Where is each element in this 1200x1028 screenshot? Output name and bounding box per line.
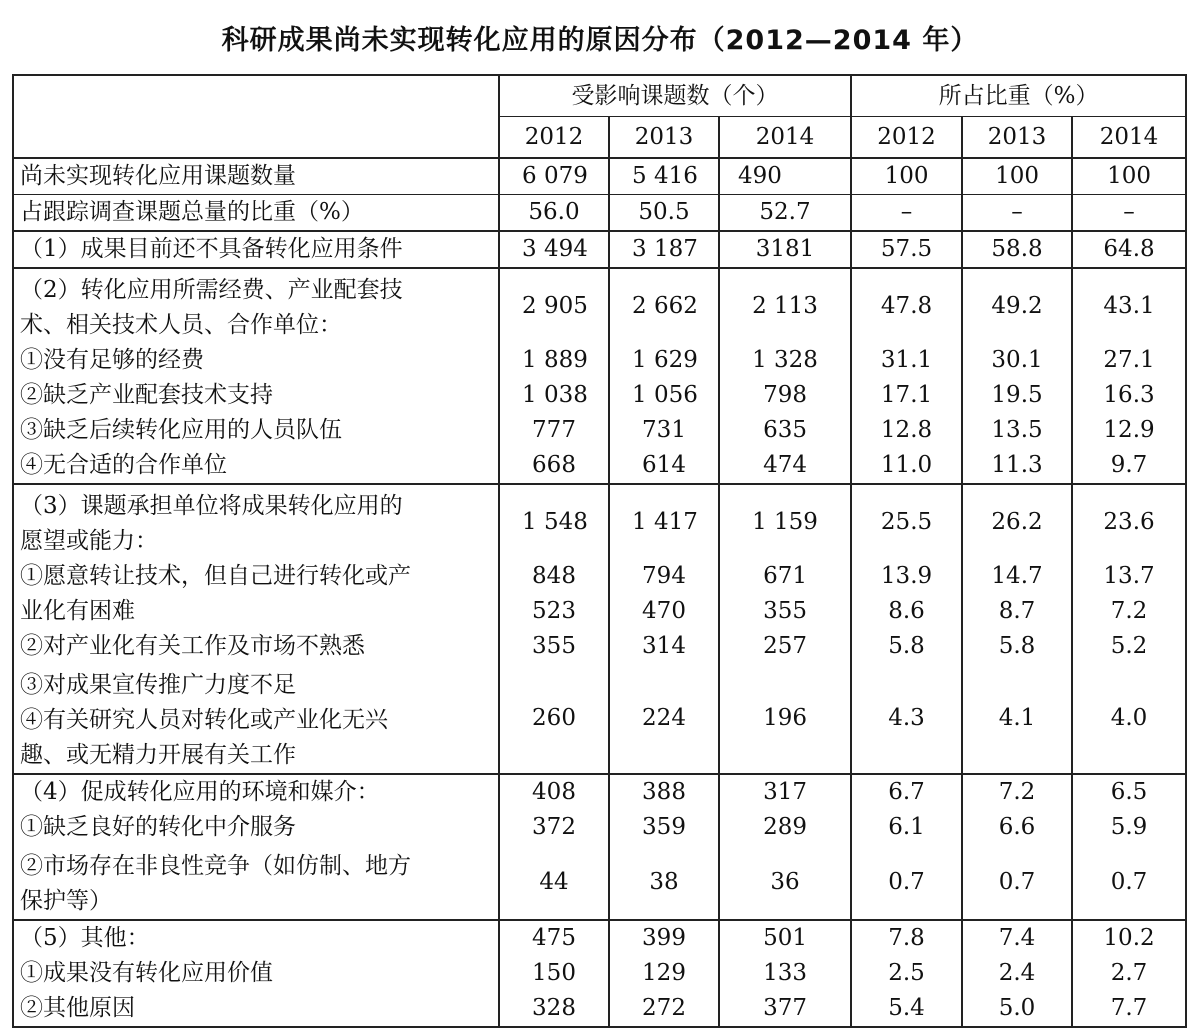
table-cell: 7.8 [851,920,962,956]
header-year: 2014 [1099,124,1159,150]
table-cell: 26.2 [962,484,1072,559]
row-label-line: ①没有足够的经费 [20,347,204,373]
table-cell: 12.9 [1103,417,1155,443]
table-cell: 4.0 [1110,705,1148,731]
table-cell: – [851,195,962,232]
row-label [13,195,499,232]
table-cell: 3 187 [609,231,719,268]
row-label [13,559,499,594]
table-row [13,448,1186,484]
table-cell: 7.4 [962,920,1072,956]
table-cell: 58.8 [962,231,1072,268]
table-cell: 355 [719,594,851,629]
table-cell: 2.4 [962,956,1072,991]
table-cell: 2 905 [499,268,609,343]
table-cell: 43.1 [1072,268,1186,343]
table-cell: 5.4 [851,991,962,1027]
table-cell: 257 [719,629,851,664]
table-cell: 314 [609,629,719,664]
table-cell: 317 [719,774,851,810]
table-cell: 848 [499,559,609,594]
table-cell: 5 416 [609,158,719,195]
row-label [13,484,499,559]
table-cell: 64.8 [1072,231,1186,268]
table-cell: 474 [719,448,851,484]
table-cell: 5.0 [962,991,1072,1027]
row-label-line: ①成果没有转化应用价值 [20,960,273,986]
table-cell: 388 [609,774,719,810]
table-cell: 38 [609,845,719,920]
row-label [13,594,499,629]
row-label-line: 尚未实现转化应用课题数量 [20,163,296,189]
table-cell: 8.6 [851,594,962,629]
header-year: 2013 [962,117,1072,159]
table-cell: 668 [499,448,609,484]
table-cell: 0.7 [1110,868,1148,895]
table-cell: 1 417 [609,484,719,559]
row-label-line: （3）课题承担单位将成果转化应用的 [20,493,403,519]
table-row [13,268,1186,343]
table-cell: 14.7 [962,559,1072,594]
table-cell: 196 [719,664,851,774]
table-cell: 377 [719,991,851,1027]
row-label-line: 占跟踪调查课题总量的比重（%） [20,199,364,225]
table-cell: 1 328 [719,343,851,378]
table-cell: 5.8 [962,629,1072,664]
table-cell: 19.5 [962,378,1072,413]
table-cell: 475 [499,920,609,956]
row-label-line: ②其他原因 [20,995,135,1021]
table-cell: 7.2 [1110,598,1148,624]
table-cell: 408 [499,774,609,810]
table-cell: 7.2 [962,774,1072,810]
table-cell: 13.5 [962,413,1072,448]
table-row [13,484,1186,559]
row-label-line: ②对产业化有关工作及市场不熟悉 [20,633,365,659]
header-year: 2014 [719,117,851,159]
table-cell: 7.7 [1072,991,1186,1027]
row-label [13,845,499,920]
table-cell: 372 [499,810,609,845]
row-label [13,343,499,378]
table-row [13,594,1186,629]
table-cell: 2.7 [1110,960,1148,986]
table-cell: – [1072,195,1186,232]
table-row [13,158,1186,195]
table-cell: 36 [719,845,851,920]
table-cell: 6 079 [499,158,609,195]
table-cell: 1 889 [499,343,609,378]
table-cell: 52.7 [719,195,851,232]
table-cell: 47.8 [851,268,962,343]
table-cell: 27.1 [1103,347,1155,373]
header-year: 2012 [851,117,962,159]
table-cell: 3 494 [499,231,609,268]
table-cell: 671 [719,559,851,594]
table-cell: 355 [499,629,609,664]
table-cell: 23.6 [1072,484,1186,559]
table-cell: 6.1 [851,810,962,845]
table-cell: 272 [609,991,719,1027]
row-label-line: ③缺乏后续转化应用的人员队伍 [20,417,342,443]
table-cell: 25.5 [851,484,962,559]
table-row [13,664,1186,774]
table-cell: 31.1 [851,343,962,378]
table-cell: 328 [499,991,609,1027]
table-title: 科研成果尚未实现转化应用的原因分布（2012—2014 年） [221,25,979,56]
table-cell: 798 [719,378,851,413]
table-cell: 5.8 [851,629,962,664]
row-label-line: （5）其他： [20,925,150,951]
row-label [13,268,499,343]
table-cell: 150 [499,956,609,991]
table-cell: 11.3 [962,448,1072,484]
table-row [13,956,1186,991]
row-label-line: ③对成果宣传推广力度不足 [20,672,296,698]
row-label-line: （1）成果目前还不具备转化应用条件 [20,236,403,262]
row-label [13,810,499,845]
table-cell: 4.1 [962,664,1072,774]
table-cell: 13.9 [851,559,962,594]
table-cell: 0.7 [962,845,1072,920]
row-label-line: 业化有困难 [20,598,135,624]
row-label [13,774,499,810]
table-cell: 399 [609,920,719,956]
table-cell: 56.0 [499,195,609,232]
row-label-line: 趣、或无精力开展有关工作 [20,742,296,768]
table-cell: 6.7 [851,774,962,810]
table-cell: 1 548 [499,484,609,559]
header-year: 2012 [499,117,609,159]
table-cell: 0.7 [851,845,962,920]
table-row [13,991,1186,1027]
row-label [13,378,499,413]
row-label-line: ②市场存在非良性竞争（如仿制、地方 [20,853,411,879]
table-cell: 100 [962,158,1072,195]
table-cell: 731 [609,413,719,448]
table-cell: – [962,195,1072,232]
table-cell: 1 056 [609,378,719,413]
table-cell: 5.9 [1110,814,1148,840]
table-cell: 777 [499,413,609,448]
header-year: 2013 [609,117,719,159]
table-cell: 3181 [719,231,851,268]
table-cell: 470 [609,594,719,629]
table-cell: 13.7 [1103,563,1155,589]
table-row [13,845,1186,920]
table-cell: 2 113 [719,268,851,343]
header-group-share: 所占比重（%） [851,75,1186,117]
row-label [13,956,499,991]
table-row [13,378,1186,413]
table-row [13,774,1186,810]
table-cell: 50.5 [609,195,719,232]
table-cell: 30.1 [962,343,1072,378]
table-cell: 49.2 [962,268,1072,343]
table-cell: 6.5 [1072,774,1186,810]
row-label [13,413,499,448]
table-cell: 2 662 [609,268,719,343]
table-cell: 1 159 [719,484,851,559]
table-cell: 5.2 [1110,633,1148,659]
row-label-line: 术、相关技术人员、合作单位： [20,312,342,338]
row-label [13,664,499,774]
row-label-line: ④无合适的合作单位 [20,452,227,478]
table-cell: 100 [851,158,962,195]
header-blank-cell [13,75,499,158]
table-cell: 8.7 [962,594,1072,629]
table-cell: 794 [609,559,719,594]
table-row [13,629,1186,664]
table-row [13,810,1186,845]
table-cell: 10.2 [1072,920,1186,956]
row-label-line: ①愿意转让技术，但自己进行转化或产 [20,563,411,589]
table-cell: 614 [609,448,719,484]
table-cell: 224 [609,664,719,774]
table-cell: 17.1 [851,378,962,413]
data-table [12,74,1187,1028]
table-cell: 133 [719,956,851,991]
row-label [13,629,499,664]
header-row-groups [13,75,1186,117]
table-cell: 9.7 [1110,452,1148,478]
row-label-line: ②缺乏产业配套技术支持 [20,382,273,408]
row-label-line: 愿望或能力： [20,528,158,554]
row-label [13,991,499,1027]
table-cell: 501 [719,920,851,956]
row-label [13,920,499,956]
row-label-line: （4）促成转化应用的环境和媒介： [20,779,380,805]
table-cell: 6.6 [962,810,1072,845]
table-cell: 260 [499,664,609,774]
table-cell: 100 [1072,158,1186,195]
row-label [13,231,499,268]
table-row [13,920,1186,956]
table-row [13,343,1186,378]
table-cell: 44 [499,845,609,920]
table-cell: 635 [719,413,851,448]
table-cell: 4.3 [851,664,962,774]
table-cell: 16.3 [1103,382,1155,408]
table-row [13,195,1186,232]
table-row [13,413,1186,448]
table-cell: 57.5 [851,231,962,268]
row-label-line: ①缺乏良好的转化中介服务 [20,814,296,840]
table-cell: 523 [499,594,609,629]
table-cell: 289 [719,810,851,845]
row-label [13,448,499,484]
table-cell: 2.5 [851,956,962,991]
row-label-line: ④有关研究人员对转化或产业化无兴 [20,707,388,733]
row-label [13,158,499,195]
table-cell: 490 [719,158,851,195]
table-cell: 11.0 [851,448,962,484]
header-group-count: 受影响课题数（个） [499,75,851,117]
table-row [13,559,1186,594]
table-cell: 1 038 [499,378,609,413]
table-cell: 359 [609,810,719,845]
table-cell: 1 629 [609,343,719,378]
row-label-line: 保护等） [20,888,112,914]
row-label-line: （2）转化应用所需经费、产业配套技 [20,277,403,303]
table-row [13,231,1186,268]
table-cell: 129 [609,956,719,991]
table-cell: 12.8 [851,413,962,448]
